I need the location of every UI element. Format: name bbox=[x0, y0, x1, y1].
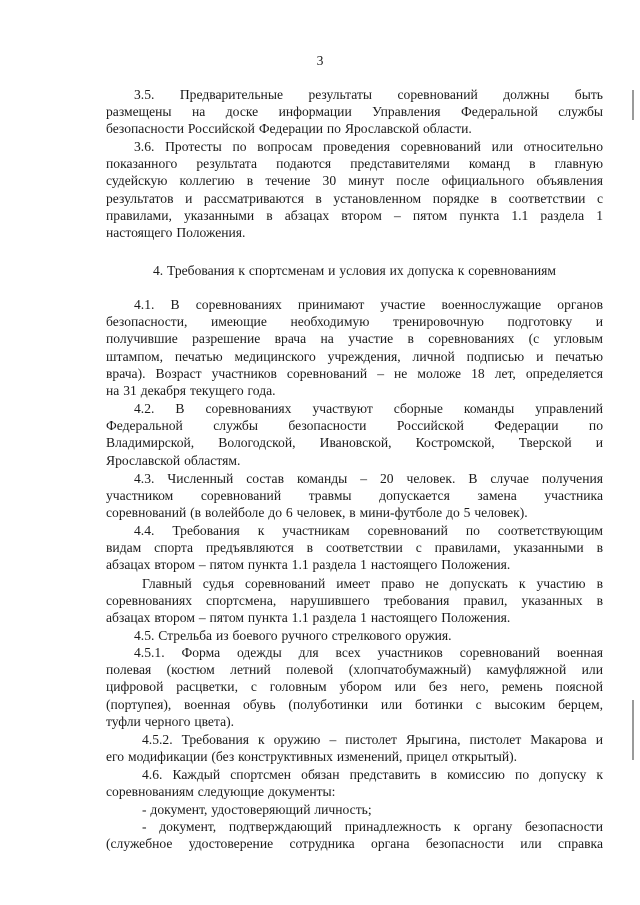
text-line: Главный судья соревнований имеет право не допускать к участию в bbox=[142, 576, 603, 591]
text-line: абзацах втором – пятом пункта 1.1 раздела 1 настоящего Положения. bbox=[106, 610, 511, 626]
text-line: Федеральной службы безопасности Российской Федерации по bbox=[106, 418, 603, 434]
text-line: 4.1. В соревнованиях принимают участие военнослужащие органов bbox=[134, 297, 603, 312]
paragraph-4-5 bbox=[106, 627, 603, 644]
text-line: 3.6. Протесты по вопросам проведения соревнований или относительно bbox=[134, 139, 603, 154]
text-line: размещены на доске информации Управления Федеральной службы bbox=[106, 104, 603, 120]
text-line: на 31 декабря текущего года. bbox=[106, 383, 276, 399]
paragraph-4-4 bbox=[106, 522, 603, 574]
text-line: 4.5. Стрельба из боевого ручного стрелкового оружия. bbox=[134, 628, 452, 643]
text-line: - документ, удостоверяющий личность; bbox=[142, 802, 372, 817]
text-line: соревнованиям следующие документы: bbox=[106, 784, 336, 800]
text-line: результатов и рассматриваются в установленном порядке в соответствии с bbox=[106, 190, 603, 206]
text-line: (портупея), военная обувь (полуботинки или ботинки с высоким берцем, bbox=[106, 696, 603, 712]
text-line: видам спорта предъявляются в соответствии с правилами, указанными в bbox=[106, 540, 603, 556]
text-line: безопасности Российской Федерации по Ярославской области. bbox=[106, 121, 472, 137]
text-line: показанного результата подаются представителями команд в главную bbox=[106, 156, 603, 172]
paragraph-3-5 bbox=[106, 86, 603, 138]
paragraph-4-4-referee bbox=[106, 575, 603, 627]
text-line: правилами, указанными в абзацах втором – пятом пункта 1.1 раздела 1 bbox=[106, 207, 603, 223]
list-item-identity-document bbox=[106, 801, 603, 818]
text-line: абзацах втором – пятом пункта 1.1 раздела 1 настоящего Положения. bbox=[106, 557, 511, 573]
text-line: получившие разрешение врача на участие в соревнованиях (с угловым bbox=[106, 331, 603, 347]
paragraph-4-5-2 bbox=[106, 731, 603, 765]
text-line: Ярославской областям. bbox=[106, 452, 241, 468]
text-line: врача). Возраст участников соревнований – не моложе 18 лет, определяется bbox=[106, 365, 603, 381]
text-line: 4.4. Требования к участникам соревнований по соответствующим bbox=[134, 523, 603, 538]
text-line: 4.2. В соревнованиях участвуют сборные команды управлений bbox=[134, 401, 603, 416]
text-line: настоящего Положения. bbox=[106, 225, 246, 241]
text-line: Владимирской, Вологодской, Ивановской, Костромской, Тверской и bbox=[106, 435, 603, 451]
text-line: 4.5.1. Форма одежды для всех участников соревнований военная bbox=[134, 645, 603, 660]
text-line: судейскую коллегию в течение 30 минут после официального объявления bbox=[106, 173, 603, 189]
text-line: штампом, печатью медицинского учреждения, личной подписью и печатью bbox=[106, 348, 603, 364]
text-line: - документ, подтверждающий принадлежность к органу безопасности bbox=[142, 819, 603, 834]
section-heading-4 bbox=[106, 262, 603, 279]
paragraph-3-6 bbox=[106, 138, 603, 241]
text-line: (служебное удостоверение сотрудника органа безопасности или справка bbox=[106, 836, 603, 852]
paragraph-4-5-1 bbox=[106, 644, 603, 730]
paragraph-4-3 bbox=[106, 470, 603, 522]
scan-edge-mark bbox=[632, 90, 634, 120]
text-line: цифровой расцветки, с головным убором или без него, ремень поясной bbox=[106, 679, 603, 695]
scan-edge-mark bbox=[632, 700, 634, 760]
text-line: туфли черного цвета). bbox=[106, 713, 235, 729]
text-line: соревнованиях спортсмена, нарушившего требования правил, указанных в bbox=[106, 593, 603, 609]
text-line: участником соревнований травмы допускается замена участника bbox=[106, 488, 603, 504]
heading-text: 4. Требования к спортсменам и условия их допуска к соревнованиям bbox=[152, 263, 557, 278]
paragraph-4-1 bbox=[106, 296, 603, 399]
text-line: безопасности, имеющие необходимую тренировочную подготовку и bbox=[106, 314, 603, 330]
text-line: 4.5.2. Требования к оружию – пистолет Ярыгина, пистолет Макарова и bbox=[142, 732, 603, 747]
list-item-affiliation-document bbox=[106, 818, 603, 852]
paragraph-4-2 bbox=[106, 400, 603, 469]
text-line: 4.3. Численный состав команды – 20 человек. В случае получения bbox=[134, 471, 603, 486]
text-line: 3.5. Предварительные результаты соревнований должны быть bbox=[134, 87, 603, 102]
text-line: полевая (костюм летний полевой (хлопчатобумажный) камуфляжной или bbox=[106, 662, 603, 678]
paragraph-4-6 bbox=[106, 766, 603, 800]
text-line: его модификации (без конструктивных изменений, прицел открытый). bbox=[106, 749, 518, 765]
text-line: 4.6. Каждый спортсмен обязан представить в комиссию по допуску к bbox=[142, 767, 603, 782]
text-line: соревнований (в волейболе до 6 человек, в мини-футболе до 5 человек). bbox=[106, 505, 528, 521]
page-number: 3 bbox=[316, 53, 324, 68]
